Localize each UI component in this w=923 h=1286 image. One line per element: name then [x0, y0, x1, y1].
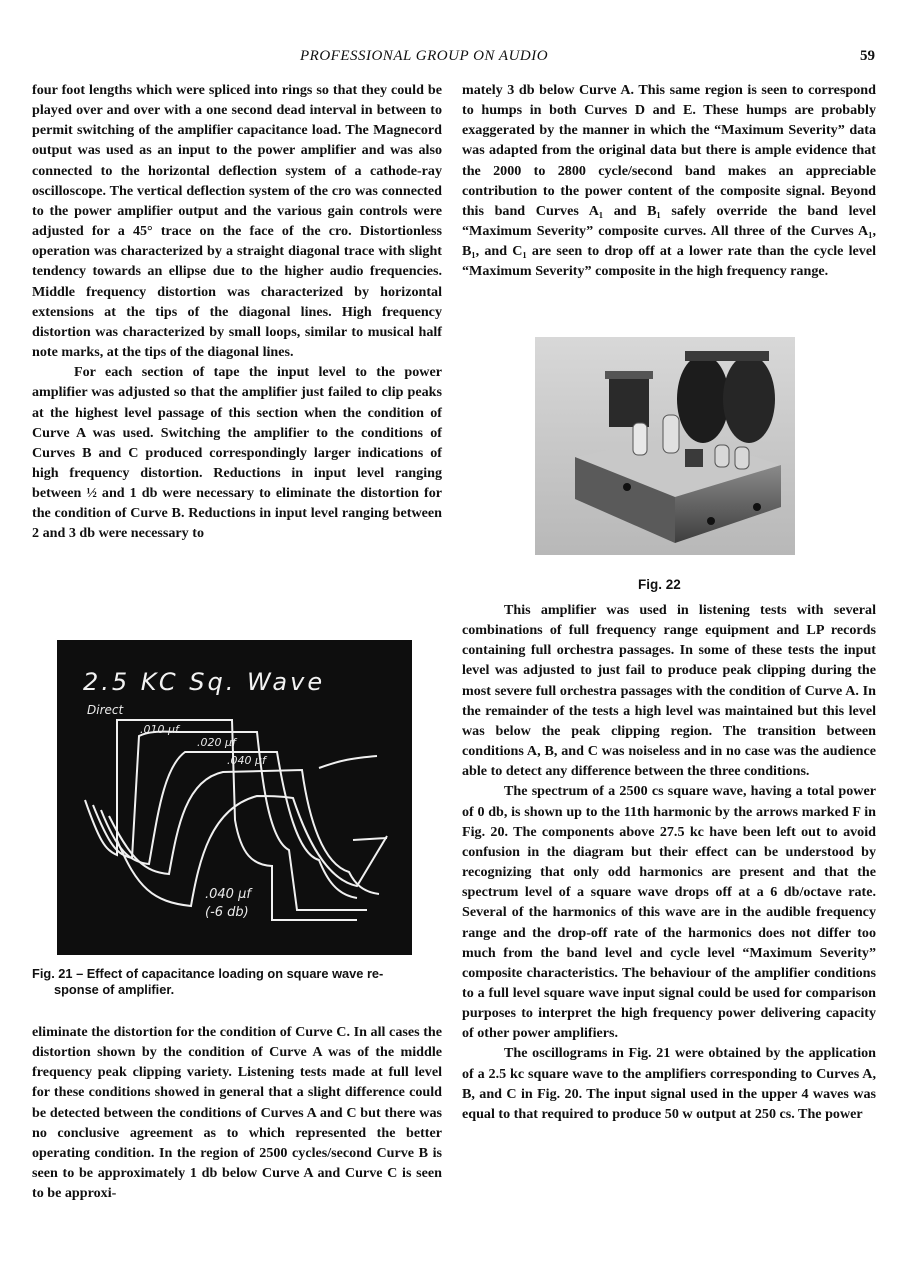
oscillogram-traces — [57, 640, 412, 955]
amplifier-photo-drawing — [535, 337, 795, 555]
figure-22-amplifier-photo — [535, 337, 795, 555]
label-minus-6db: (-6 db) — [205, 905, 249, 920]
label-040-uf-lower: .040 µf — [205, 887, 251, 902]
vacuum-tube-2 — [663, 415, 679, 453]
left-column-lower — [32, 1022, 442, 1203]
power-transformer — [609, 375, 649, 427]
right-paragraph-2: This amplifier was used in listening tests with several combinations of full frequency range equipment and LP records containing full orchestra passages. In some of these tests the input level was adjusted to just fail to produce peak clipping during the most severe full orchestra passages with the condition of Curve A. In the remainder of the tests a high level was maintained but this level was below the peak clipping region. The transition between conditions A, B, and C was noiseless and in no case was the audience able to detect any difference between the three conditions. — [462, 602, 876, 780]
figure-21-oscillogram — [57, 640, 412, 955]
right-paragraph-4: The oscillograms in Fig. 21 were obtained by the application of a 2.5 kc square wave to the amplifiers corresponding to Curves A, B, and C in Fig. 20. The input signal used in the upper 4 waves was equal to that required to produce 50 w output at 250 cs. The power — [462, 1045, 876, 1122]
vacuum-tube-3 — [715, 445, 729, 467]
right-column-lower — [462, 600, 876, 1124]
figure-21-caption-line-2: sponse of amplifier. — [54, 982, 175, 997]
left-paragraph-3: eliminate the distortion for the condition of Curve C. In all cases the distortion shown by the condition of Curve A was of the middle frequency peak clipping variety. Listening tests made at full level for these conditions showed in general that a slight difference could be detected between the conditions of Curves A and C but there was no conclusive agreement as to which represented the better operating condition. In the region of 2500 cycles/second Curve B is seen to be approximately 1 db below Curve A and Curve C is seen to be approxi- — [32, 1024, 442, 1202]
vacuum-tube-1 — [633, 423, 647, 455]
label-010-uf: .010 µf — [140, 723, 179, 736]
chassis-knob-left — [623, 483, 631, 491]
label-040-uf-upper: .040 µf — [227, 754, 266, 767]
output-transformer-right — [723, 355, 775, 443]
left-column-upper — [32, 80, 442, 544]
vacuum-tube-4 — [735, 447, 749, 469]
page-number: 59 — [860, 48, 875, 64]
transformer-bracket — [685, 351, 769, 361]
running-header: PROFESSIONAL GROUP ON AUDIO — [300, 48, 549, 64]
left-paragraph-2: For each section of tape the input level to the power amplifier was adjusted so that the amplifier just failed to clip peaks at the highest level passage of this section when the condition of Curve A was used. Switching the amplifier to the conditions of Curves B and C produced correspondingly larger indications of high frequency distortion. Reductions in input level ranging between ½ and 1 db were necessary to eliminate the distortion for the condition of Curve B. Reductions in input level ranging between 2 and 3 db were necessary to — [32, 364, 442, 542]
right-paragraph-3: The spectrum of a 2500 cs square wave, having a total power of 0 db, is shown up to the 11th harmonic by the arrows marked F in Fig. 20. The components above 27.5 kc have been left out to avoid confusion in the diagram but their effect can be understood by recognizing that only odd harmonics are present and that the spectrum level of a square wave drops off at a 6 db/octave rate. Several of the harmonics of this wave are in the audible frequency range and the drop-off rate of the harmonics does not differ too much from the band level and cycle level “Maximum Severity” composite characteristics. The behaviour of the amplifier conditions to a full level square wave input signal could be used for comparison purposes to interpret the high frequency power delivering capacity of other power amplifiers. — [462, 783, 876, 1042]
figure-21-caption-line-1: Fig. 21 – Effect of capacitance loading on square wave re- — [32, 966, 384, 981]
label-020-uf: .020 µf — [197, 736, 236, 749]
right-column-upper — [462, 80, 876, 282]
chassis-knob-center — [707, 517, 715, 525]
output-transformer-left — [677, 355, 729, 443]
chassis-knob-right — [753, 503, 761, 511]
figure-22-caption: Fig. 22 — [638, 577, 681, 592]
oscillogram-title: 2.5 KC Sq. Wave — [83, 668, 326, 696]
figure-21-caption — [32, 966, 444, 998]
transformer-cap — [605, 371, 653, 379]
left-paragraph-1: four foot lengths which were spliced into rings so that they could be played over and over with a one second dead interval in between to permit switching of the amplifier capacitance load. The Magnecord output was used as an input to the power amplifier and was also connected to the horizontal deflection system of a cathode-ray oscilloscope. The vertical deflection system of the cro was connected to the power amplifier output and the various gain controls were adjusted for a 45° trace on the face of the cro. Distortionless operation was characterized by a straight diagonal trace with slight tendency towards an ellipse due to the higher audio frequencies. Middle frequency distortion was characterized by horizontal extensions at the tips of the diagonal lines. High frequency distortion was characterized by small loops, similar to musical half note marks, at the tips of the diagonal lines. — [32, 82, 442, 361]
right-paragraph-1: mately 3 db below Curve A. This same region is seen to correspond to humps in both Curves D and E. These humps are probably exaggerated by the manner in which the “Maximum Severity” data was adapted from the original data but there is ample evidence that the 2000 to 2800 cycle/second band makes an appreciable contribution to the power content of the composite signal. Beyond this band Curves A₁ and B₁ safely override the band level “Maximum Severity” composite curves. All three of the Curves A₁, B₁, and C₁ are seen to drop off at a lower rate than the cycle level “Maximum Severity” composite in the high frequency range. — [462, 82, 876, 280]
label-direct: Direct — [87, 703, 124, 717]
choke — [685, 449, 703, 467]
